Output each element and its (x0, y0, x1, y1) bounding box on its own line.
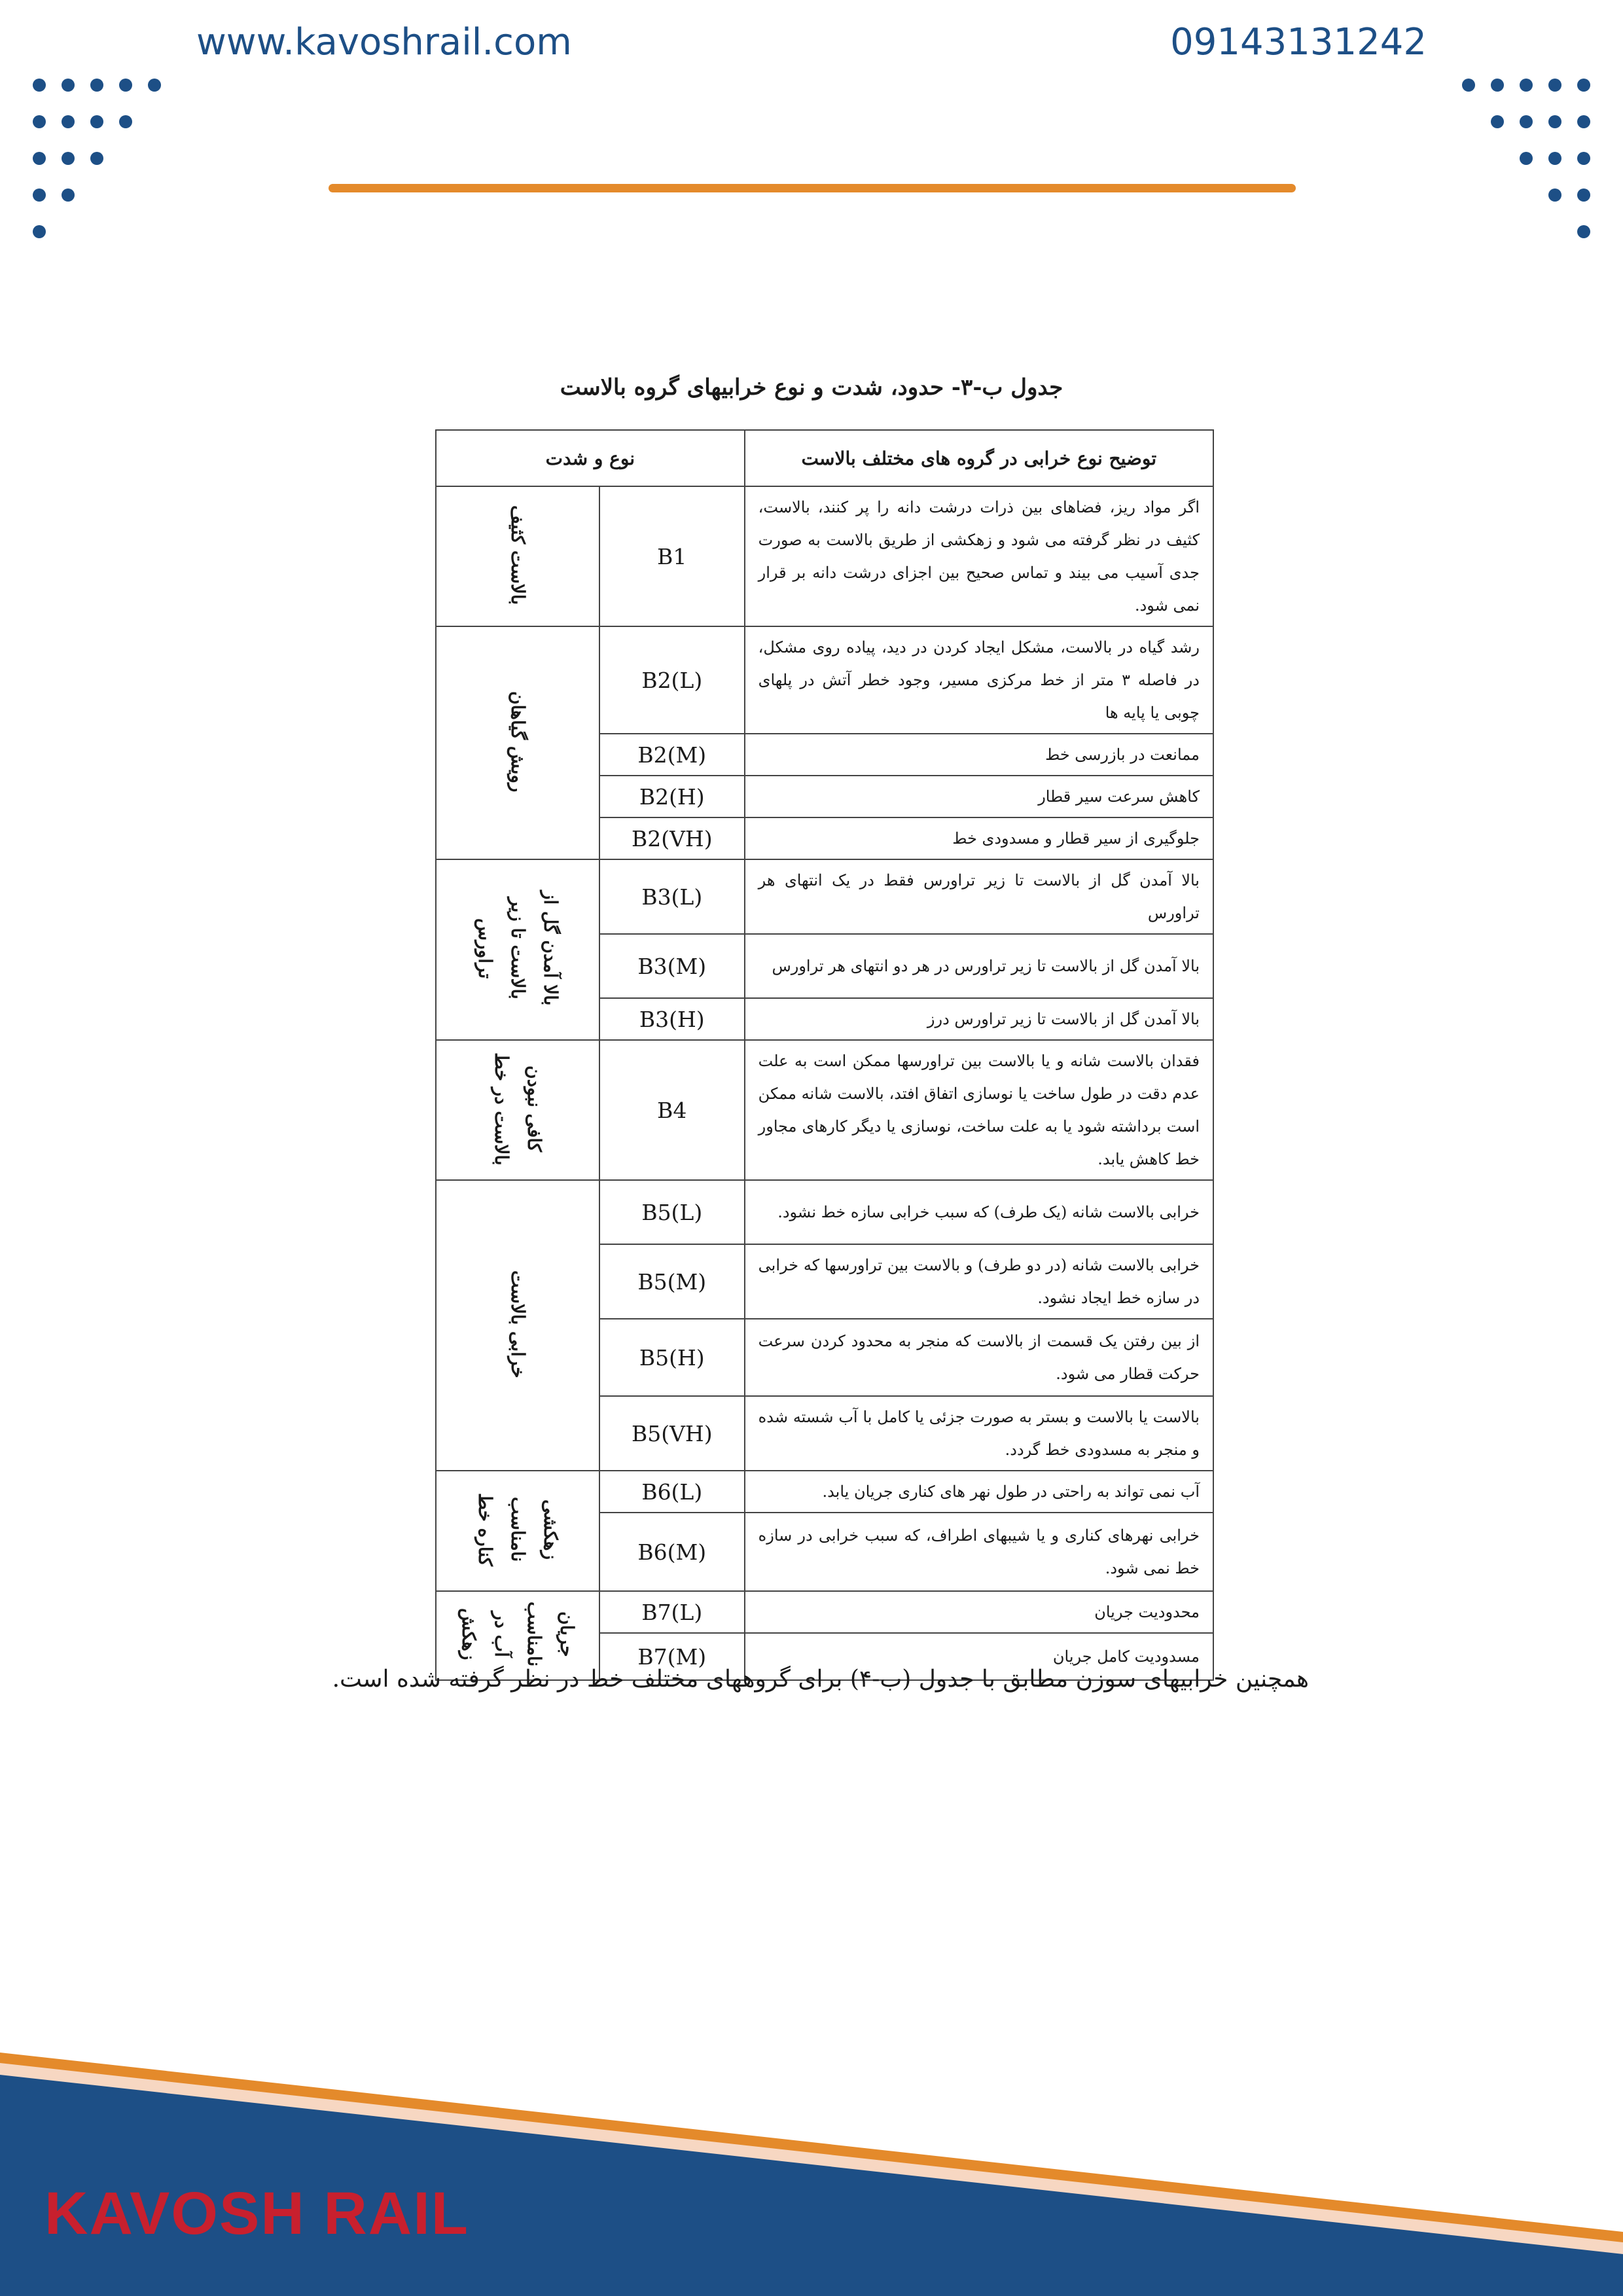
decorative-dot (1577, 115, 1590, 128)
table-row (436, 1471, 1213, 1513)
defect-code: B3(L) (599, 859, 745, 934)
defect-group-label: خرابی بالاست (507, 1270, 529, 1378)
defect-description: رشد گیاه در بالاست، مشکل ایجاد کردن در دید، پیاده روی مشکل، در فاصله ۳ متر از خط مرکزی مسیر، وجود خطر آتش در پلهای چوبی یا پایه ها (745, 626, 1213, 734)
decorative-dot (33, 188, 46, 202)
header-divider (329, 184, 1296, 192)
decorative-dot (1548, 79, 1561, 92)
defect-code: B6(L) (599, 1471, 745, 1513)
decorative-dot (1577, 79, 1590, 92)
decorative-dot (1548, 152, 1561, 165)
defect-code: B6(M) (599, 1513, 745, 1591)
defect-group-label: زهکشی نامناسب کناره خط (474, 1492, 562, 1567)
defect-group-label: جریان نامناسب آب در زهکش (457, 1602, 578, 1667)
defect-code: B2(VH) (599, 817, 745, 859)
table-row (436, 626, 1213, 734)
decorative-dot (148, 79, 161, 92)
defect-group-label-cell (436, 859, 599, 1040)
defect-code: B7(M) (599, 1633, 745, 1680)
defect-code: B1 (599, 486, 745, 626)
defect-description: بالا آمدن گل از بالاست تا زیر تراورس فقط در یک انتهای هر تراورس (745, 859, 1213, 934)
defect-description: خرابی نهرهای کناری و یا شیبهای اطراف، که سبب خرابی در سازه خط نمی شود. (745, 1513, 1213, 1591)
defect-group-label: بالاست کثیف (507, 505, 529, 605)
defect-description: محدودیت جریان (745, 1591, 1213, 1633)
decorative-dot (1548, 188, 1561, 202)
defect-description: بالاست یا بالاست و بستر به صورت جزئی یا کامل با آب شسته شده و منجر به مسدودی خط گردد. (745, 1396, 1213, 1471)
footer-band (0, 2016, 1623, 2296)
defect-group-label-cell (436, 1180, 599, 1471)
phone-number: 09143131242 (1170, 21, 1427, 63)
decorative-dot (119, 79, 132, 92)
defect-code: B4 (599, 1040, 745, 1180)
decorative-dot (33, 152, 46, 165)
defect-code: B7(L) (599, 1591, 745, 1633)
defect-description: بالا آمدن گل از بالاست تا زیر تراورس درز (745, 998, 1213, 1040)
defect-description: ممانعت در بازرسی خط (745, 734, 1213, 776)
defect-code: B5(H) (599, 1319, 745, 1396)
decorative-dots-left (33, 79, 177, 249)
defect-code: B2(M) (599, 734, 745, 776)
defect-group-label-cell (436, 626, 599, 859)
decorative-dot (62, 115, 75, 128)
defect-code: B2(H) (599, 776, 745, 817)
defect-description: کاهش سرعت سیر قطار (745, 776, 1213, 817)
decorative-dot (1548, 115, 1561, 128)
table-row (436, 859, 1213, 934)
defect-group-label-cell (436, 486, 599, 626)
defect-group-label: کافی نبودن بالاست در خط (490, 1052, 545, 1166)
decorative-dot (62, 188, 75, 202)
table-row (436, 1040, 1213, 1180)
table-row (436, 1591, 1213, 1633)
table-title: جدول ب-۳- حدود، شدت و نوع خرابیهای گروه بالاست (560, 374, 1063, 401)
decorative-dot (1577, 225, 1590, 238)
defect-description: اگر مواد ریز، فضاهای بین ذرات درشت دانه را پر کنند، بالاست، کثیف در نظر گرفته می شود و زهکشی از طریق بالاست به صورت جدی آسیب می بیند و تماس صحیح بین اجزای درشت دانه بر قرار نمی شود. (745, 486, 1213, 626)
type-severity-column-header: نوع و شدت (436, 430, 745, 486)
decorative-dots-right (1446, 79, 1590, 249)
table-row (436, 1180, 1213, 1244)
website-url: www.kavoshrail.com (196, 21, 572, 63)
footnote-paragraph: همچنین خرابیهای سوزن مطابق با جدول (ب-۴) برای گروههای مختلف خط در نظر گرفته شده است. (332, 1666, 1309, 1693)
defect-code: B5(L) (599, 1180, 745, 1244)
defect-description: آب نمی تواند به راحتی در طول نهر های کناری جریان یابد. (745, 1471, 1213, 1513)
ballast-defects-table (435, 429, 1214, 1681)
decorative-dot (1577, 152, 1590, 165)
defect-group-label: رویش گیاهان (507, 691, 529, 793)
decorative-dot (33, 225, 46, 238)
decorative-dot (1462, 79, 1475, 92)
defect-description: از بین رفتن یک قسمت از بالاست که منجر به محدود کردن سرعت حرکت قطار می شود. (745, 1319, 1213, 1396)
decorative-dot (1491, 115, 1504, 128)
defect-code: B3(M) (599, 934, 745, 998)
decorative-dot (1520, 79, 1533, 92)
defect-description: جلوگیری از سیر قطار و مسدودی خط (745, 817, 1213, 859)
table-header-row (436, 430, 1213, 486)
decorative-dot (1491, 79, 1504, 92)
decorative-dot (90, 115, 103, 128)
defect-description: خرابی بالاست شانه (یک طرف) که سبب خرابی سازه خط نشود. (745, 1180, 1213, 1244)
decorative-dot (33, 115, 46, 128)
defect-description: فقدان بالاست شانه و یا بالاست بین تراورسها ممکن است به علت عدم دقت در طول ساخت یا نوسازی اتفاق افتد، بالاست شانه ممکن است برداشته شود یا به علت ساخت، نوسازی یا دیگر کارهای مجاور خط کاهش یابد. (745, 1040, 1213, 1180)
defect-description: مسدودیت کامل جریان (745, 1633, 1213, 1680)
defect-code: B3(H) (599, 998, 745, 1040)
decorative-dot (62, 152, 75, 165)
decorative-dot (1577, 188, 1590, 202)
decorative-dot (33, 79, 46, 92)
defect-description: بالا آمدن گل از بالاست تا زیر تراورس در هر دو انتهای هر تراورس (745, 934, 1213, 998)
description-column-header: توضیح نوع خرابی در گروه های مختلف بالاست (745, 430, 1213, 486)
defect-group-label-cell (436, 1471, 599, 1591)
decorative-dot (90, 152, 103, 165)
table-row (436, 486, 1213, 626)
decorative-dot (62, 79, 75, 92)
defect-description: خرابی بالاست شانه (در دو طرف) و بالاست بین تراورسها که خرابی در سازه خط ایجاد نشود. (745, 1244, 1213, 1319)
decorative-dot (119, 115, 132, 128)
defect-code: B2(L) (599, 626, 745, 734)
defect-group-label: بالا آمدن گل از بالاست تا زیر تراورس (474, 891, 562, 1006)
brand-logo-text: KAVOSH RAIL (45, 2180, 469, 2247)
decorative-dot (1520, 115, 1533, 128)
decorative-dot (1520, 152, 1533, 165)
defect-group-label-cell (436, 1040, 599, 1180)
defect-code: B5(M) (599, 1244, 745, 1319)
defect-code: B5(VH) (599, 1396, 745, 1471)
decorative-dot (90, 79, 103, 92)
